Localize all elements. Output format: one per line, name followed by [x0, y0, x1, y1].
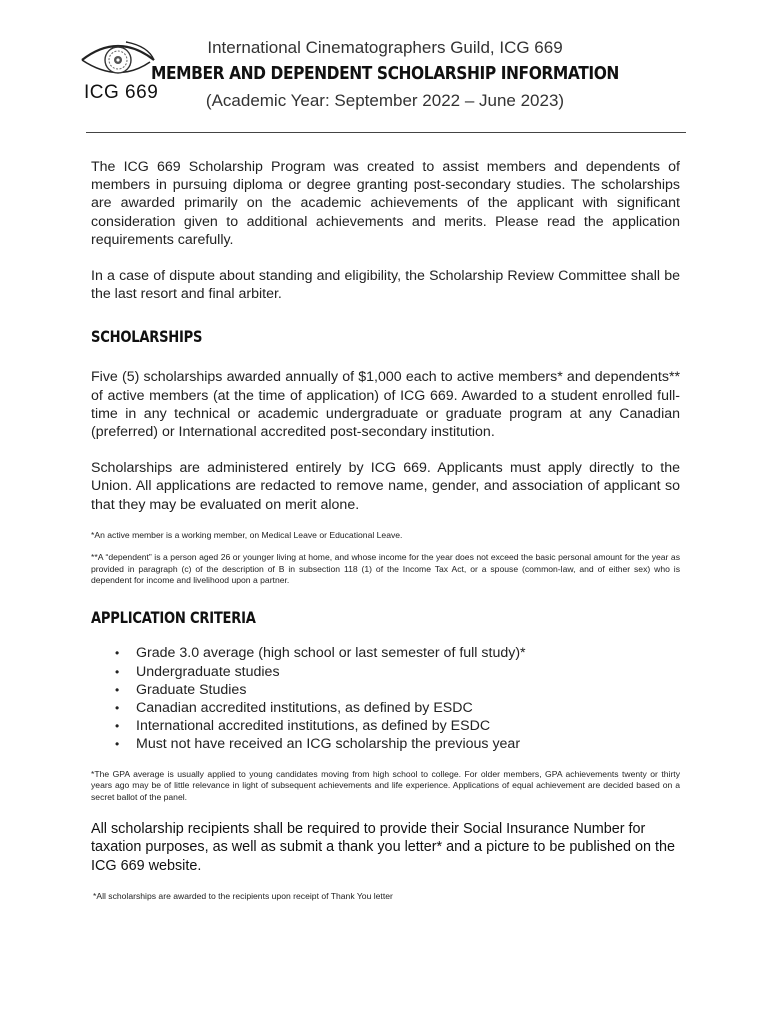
list-item	[91, 735, 680, 753]
thank-you-footnote: *All scholarships are awarded to the recipients upon receipt of Thank You letter	[93, 891, 393, 902]
organization-text: International Cinematographers Guild, ICG 669	[207, 38, 563, 57]
intro-paragraph-2: In a case of dispute about standing and eligibility, the Scholarship Review Committee shall be the last resort and final arbiter.	[91, 268, 680, 303]
bullet-icon: •	[115, 646, 120, 661]
bullet-icon: •	[115, 719, 120, 734]
list-item	[91, 663, 680, 681]
application-criteria-heading: APPLICATION CRITERIA	[91, 608, 256, 628]
header-divider	[86, 132, 686, 133]
bullet-icon: •	[115, 682, 120, 697]
document-body	[91, 158, 680, 903]
list-item-text: Canadian accredited institutions, as defined by ESDC	[136, 700, 473, 717]
logo-text: ICG 669	[84, 82, 159, 103]
bullet-icon: •	[115, 737, 120, 752]
bullet-icon: •	[115, 701, 120, 716]
scholarships-heading: SCHOLARSHIPS	[91, 327, 203, 347]
document-title-text: MEMBER AND DEPENDENT SCHOLARSHIP INFORMATION	[151, 63, 619, 84]
gpa-note: *The GPA average is usually applied to young candidates moving from high school to college. For older members, GPA achievements twenty or thirty years ago may be of little relevance in light of subsequent achievements and life experience. Applications of equal achievement are decided based on a secret ballot of the panel.	[91, 768, 680, 802]
academic-year-text: (Academic Year: September 2022 – June 2023)	[205, 91, 565, 110]
list-item-text: Undergraduate studies	[136, 663, 280, 680]
list-item-text: Grade 3.0 average (high school or last semester of full study)*	[136, 645, 526, 662]
scholarships-paragraph-1: Five (5) scholarships awarded annually of $1,000 each to active members* and dependents** of active members (at the time of application) of ICG 669. Awarded to a student enrolled full-time in any technical or academic undergraduate or graduate program at any Canadian (preferred) or International accredited post-secondary institution.	[91, 369, 680, 441]
list-item-text: Graduate Studies	[136, 681, 247, 698]
list-item	[91, 644, 680, 662]
list-item-text: Must not have received an ICG scholarship the previous year	[136, 736, 521, 753]
list-item-text: International accredited institutions, as defined by ESDC	[136, 718, 491, 735]
organization-name	[0, 38, 770, 58]
intro-paragraph-1: The ICG 669 Scholarship Program was created to assist members and dependents of members in pursuing diploma or degree granting post-secondary studies. The scholarships are awarded primarily on the academic achievements of the applicant with significant consideration given to additional achievements and merits. Please read the application requirements carefully.	[91, 159, 680, 248]
list-item	[91, 717, 680, 735]
active-member-note: *An active member is a working member, on Medical Leave or Educational Leave.	[91, 529, 403, 540]
academic-year	[0, 91, 770, 111]
list-item	[91, 681, 680, 699]
scholarships-paragraph-2: Scholarships are administered entirely by ICG 669. Applicants must apply directly to the Union. All applications are redacted to remove name, gender, and association of applicant so that they may be evaluated on merit alone.	[91, 460, 680, 513]
bullet-icon: •	[115, 664, 120, 679]
list-item	[91, 699, 680, 717]
dependent-note: **A “dependent” is a person aged 26 or younger living at home, and whose income for the year does not exceed the basic personal amount for the year as provided in paragraph (c) of the description of B in subsection 118 (1) of the Income Tax Act, or a spouse (common-law, and of either sex) who is dependent for income and livelihood upon a partner.	[91, 552, 680, 586]
criteria-list	[91, 644, 680, 753]
requirement-statement: All scholarship recipients shall be required to provide their Social Insurance Number for taxation purposes, as well as submit a thank you letter* and a picture to be published on the ICG 669 website.	[91, 820, 675, 874]
document-title	[54, 63, 716, 84]
